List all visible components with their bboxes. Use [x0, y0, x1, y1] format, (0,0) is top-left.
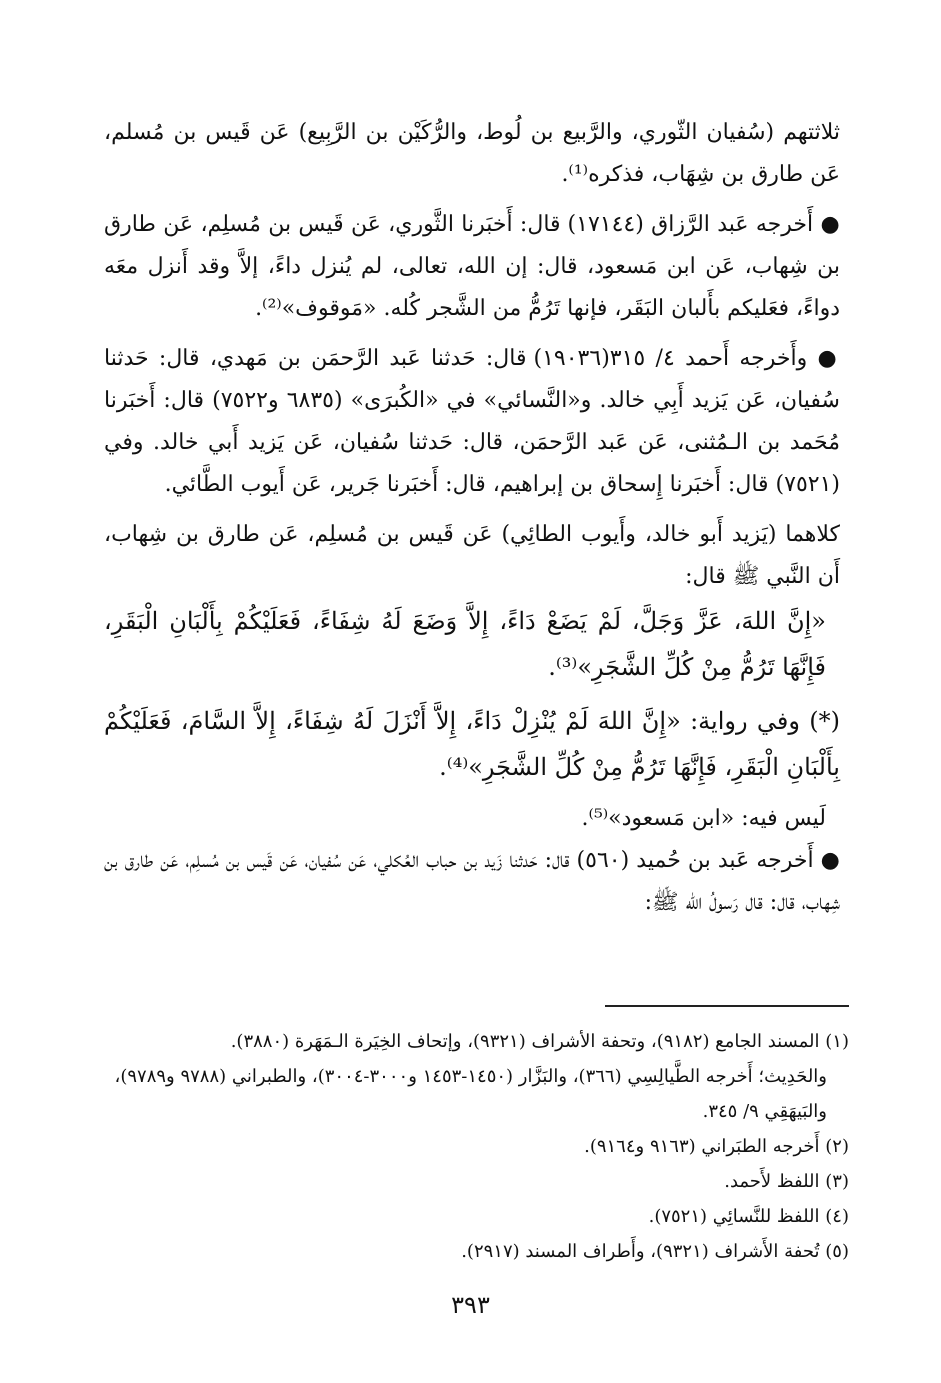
page-number: ٣٩٣ [451, 1291, 490, 1319]
main-text-block [104, 112, 840, 932]
footnote-1: (١) المسند الجامع (٩١٨٢)، وتحفة الأشراف (٩٣٢١)، وإتحاف الخِيَرة الـمَهَرة (٣٨٨٠). [230, 1031, 849, 1052]
paragraph-abd-ibn-humaid: ● أَخرجه عَبد بن حُميد (٥٦٠) قال: حَدثنا زَيد بن حباب العُكلي، عَن سُفيان، عَن قَيس بن مُسلِم، عَن طارق بن شِهاب، قال: قال رَسولُ الله ﷺ: [104, 848, 840, 915]
footnote-4: (٤) اللفظ للنَّسائِي (٧٥٢١). [648, 1206, 849, 1227]
footnote-5: (٥) تُحفة الأَشراف (٩٣٢١)، وأَطراف المسند (٢٩١٧). [461, 1241, 849, 1262]
footnote-divider [605, 1005, 849, 1007]
paragraph-note-missing: لَيس فيه: «ابن مَسعود»⁽⁵⁾. [581, 806, 826, 831]
hadith-variant-narration: (*) وفي رواية: «إِنَّ اللهَ لَمْ يُنْزِلْ دَاءً، إِلاَّ أَنْزَلَ لَهُ شِفَاءً، إِلاَّ السَّامَ، فَعَلَيْكُمْ بِأَلْبَانِ الْبَقَرِ، فَإِنَّهَا تَرُمُّ مِنْ كُلِّ الشَّجَرِ»⁽⁴⁾. [104, 707, 840, 781]
hadith-text: «إِنَّ اللهَ، عَزَّ وَجَلَّ، لَمْ يَضَعْ دَاءً، إِلاَّ وَضَعَ لَهُ شِفَاءً، فَعَلَيْكُمْ بِأَلْبَانِ الْبَقَرِ، فَإِنَّهَا تَرُمُّ مِنْ كُلِّ الشَّجَرِ»⁽³⁾. [104, 607, 826, 681]
footnote-3: (٣) اللفظ لأَحمد. [724, 1171, 849, 1192]
footnotes-section [104, 1024, 849, 1269]
paragraph-ahmad-nasai: ● وأَخرجه أَحمد ٤/ ٣١٥(١٩٠٣٦) قال: حَدثنا عَبد الرَّحمَن بن مَهدي، قال: حَدثنا سُفيان، عَن يَزيد أَبِي خالد. و«النَّسائي» في «الكُبرَى» (٦٨٣٥ و٧٥٢٢) قال: أَخبَرنا مُحَمد بن الـمُثنى، عَن عَبد الرَّحمَن، قال: حَدثنا سُفيان، عَن يَزيد أَبي خالد. وفي (٧٥٢١) قال: أَخبَرنا إِسحاق بن إبراهيم، قال: أَخبَرنا جَرير، عَن أَيوب الطَّائي. [104, 346, 841, 497]
footnote-2: (٢) أَخرجه الطبَراني (٩١٦٣ و٩١٦٤). [584, 1136, 849, 1157]
paragraph-chain-summary: ثلاثتهم (سُفيان الثّوري، والرَّبيع بن لُوط، والرُّكَيْن بن الرَّبِيع) عَن قَيس بن مُسلم، عَن طارق بن شِهَاب، فذكره⁽¹⁾. [104, 120, 840, 187]
paragraph-abdurrazzaq: ● أَخرجه عَبد الرَّزاق (١٧١٤٤) قال: أَخبَرنا الثَّوري، عَن قَيس بن مُسلِم، عَن طارق بن شِهاب، عَن ابن مَسعود، قال: إن الله، تعالى، لم يُنزل داءً، إلاَّ وقد أَنزل معَه دواءً، فعَليكم بأَلبان البَقَر، فإنها تَرُمُّ من الشَّجر كُله. «مَوقوف»⁽²⁾. [104, 212, 840, 321]
paragraph-both-narrators: كلاهما (يَزيد أَبو خالد، وأَيوب الطائِي) عَن قَيس بن مُسلِم، عَن طارق بن شِهاب، أَن النَّبي ﷺ قال: [104, 522, 840, 589]
footnote-1-continuation: والحَدِيث؛ أَخرجه الطَّيالِسِي (٣٦٦)، والبَزَّار (١٤٥٠-١٤٥٣ و٣٠٠٠-٣٠٠٤)، والطبراني (٩٧٨٨ و٩٧٨٩)، والبَيهَقِي ٩/ ٣٤٥. [114, 1066, 827, 1122]
